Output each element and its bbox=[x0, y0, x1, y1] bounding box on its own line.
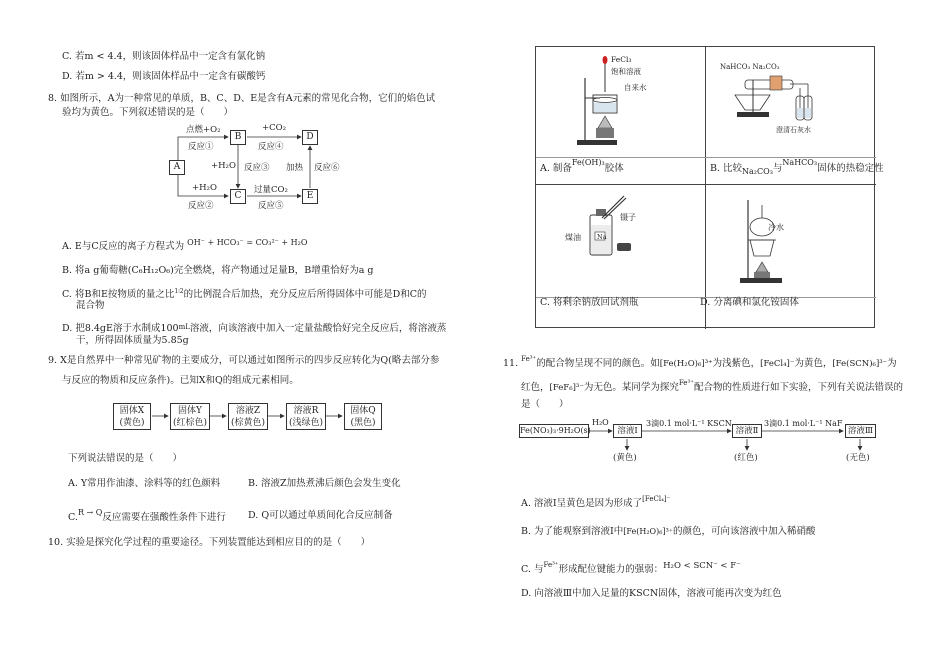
q11-fef6: [FeF₆]³⁻ bbox=[549, 383, 584, 393]
label-r5: 反应⑤ bbox=[258, 201, 284, 211]
q9-option-a: A. Y常用作油漆、涂料等的红色颜料 bbox=[68, 478, 221, 489]
q11-sol2-box: 溶液Ⅱ bbox=[732, 424, 762, 438]
q11-line3: 是（ ） bbox=[521, 399, 569, 410]
q11-option-a: A. 溶液Ⅰ呈黄色是因为形成了$^{[FeCl_4]^-}$ bbox=[521, 495, 671, 509]
d-caption: D. 分离碘和氯化铵固体 bbox=[700, 297, 799, 308]
q11-opt-b-formula: [Fe(H₂O)₆]³⁺ bbox=[623, 527, 673, 536]
node-d: D bbox=[302, 130, 318, 145]
flow-box-y: 固体Y (红棕色) bbox=[170, 403, 210, 430]
q11-step2: 3滴0.1 mol·L⁻¹ KSCN bbox=[646, 419, 732, 428]
label-r4-reagent: +CO₂ bbox=[262, 123, 287, 133]
b-label-reagents: NaHCO₃ Na₂CO₃ bbox=[720, 63, 780, 71]
label-r2-reagent: +H₂O bbox=[192, 183, 217, 193]
c-label-na: Na bbox=[597, 233, 607, 241]
node-b: B bbox=[230, 130, 246, 145]
q11-hexaaqua: [Fe(H₂O)₆]³⁺ bbox=[659, 359, 713, 369]
c-caption: C. 将剩余钠放回试剂瓶 bbox=[540, 297, 639, 308]
q8-option-d-line2: 干，所得固体质量为5.85g bbox=[76, 335, 189, 346]
node-a: A bbox=[169, 160, 185, 175]
label-r4: 反应④ bbox=[258, 142, 284, 152]
q11-option-c: C. 与$^{Fe^{3+}}$形成配位键能力的强弱：H₂O < SCN⁻ < F⁻ bbox=[521, 561, 741, 575]
node-e: E bbox=[302, 189, 318, 204]
label-r5-reagent: 过量CO₂ bbox=[254, 185, 288, 195]
q11-step3: 3滴0.1 mol·L⁻¹ NaF bbox=[764, 419, 843, 428]
q9-option-b: B. 溶液Z加热煮沸后颜色会发生变化 bbox=[248, 478, 401, 489]
q11-fescn6: [Fe(SCN)₆]³⁻ bbox=[832, 359, 888, 369]
q8-stem-line1: 8. 如图所示，A为一种常见的单质，B、C、D、E是含有A元素的常见化合物，它们的焰色试 bbox=[48, 93, 436, 104]
q11-opt-a-formula: [FeCl₄]⁻ bbox=[642, 495, 671, 503]
q8-ratio: 1∶2 bbox=[174, 288, 184, 295]
q9-stem-line2: 与反应的物质和反应条件)。已知X和Q的组成元素相同。 bbox=[62, 375, 299, 386]
q8-option-d-line1: D. 把8.4gE溶于水制成$100^{mL}$溶液，向该溶液中加入一定量盐酸恰好完全反应后，将溶液蒸 bbox=[62, 323, 447, 334]
a-label-fecl3: FeCl₃ bbox=[611, 55, 632, 64]
q11-option-b: B. 为了能观察到溶液Ⅰ中[Fe(H₂O)₆]³⁺的颜色，可向该溶液中加入稀硝酸 bbox=[521, 526, 816, 537]
flow-box-x: 固体X (黄色) bbox=[113, 403, 151, 430]
c-label-tweezers: 镊子 bbox=[620, 213, 636, 222]
b-caption: B. 比较$_{Na_2CO_3}$与$^{NaHCO_3}$固体的热稳定性 bbox=[710, 158, 884, 176]
q11-fe3-ion: Fe³⁺ bbox=[521, 355, 537, 363]
label-r6: 反应⑥ bbox=[314, 163, 340, 173]
q10-stem: 10. 实验是探究化学过程的重要途径。下列装置能达到相应目的的是（ ） bbox=[48, 537, 371, 548]
q8-option-c-line2: 混合物 bbox=[76, 300, 105, 311]
q11-line1: 11. $^{Fe^{3+}}$的配合物呈现不同的颜色。如[Fe(H₂O)₆]³⁺为浅紫色，[FeCl₄]⁻为黄色，[Fe(SCN)₆]³⁻为 bbox=[503, 355, 897, 369]
d-label-coldwater: 冷水 bbox=[768, 223, 784, 232]
label-r2: 反应② bbox=[188, 201, 214, 211]
q8-option-b: B. 将a g葡萄糖(C₆H₁₂O₆)完全燃烧，将产物通过足量B，B增重恰好为a g bbox=[62, 265, 374, 276]
label-r1: 反应① bbox=[188, 142, 214, 152]
c-label-kerosene: 煤油 bbox=[565, 233, 581, 242]
q9-r-to-q: R → Q bbox=[77, 508, 103, 517]
q9-ask: 下列说法错误的是（ ） bbox=[68, 453, 183, 464]
q11-opt-c-order: H₂O < SCN⁻ < F⁻ bbox=[663, 561, 741, 571]
q11-color2: (红色) bbox=[734, 453, 758, 463]
q11-step1: H₂O bbox=[592, 418, 609, 427]
q9-option-c: C.$^{R \to Q}$反应需要在强酸性条件下进行 bbox=[68, 508, 226, 523]
q8-option-a: A. E与C反应的离子方程式为 $^{OH^- + HCO_3^- = CO_3^{2-} + H_2O}$ bbox=[62, 238, 308, 252]
q9-option-d: D. Q可以通过单质间化合反应制备 bbox=[248, 510, 393, 521]
a-label-saturated: 饱和溶液 bbox=[611, 67, 641, 76]
label-r3: 反应③ bbox=[244, 163, 270, 173]
q11-option-d: D. 向溶液Ⅲ中加入足量的KSCN固体，溶液可能再次变为红色 bbox=[521, 588, 782, 599]
q11-fe3-ion-2: Fe³⁺ bbox=[678, 379, 694, 387]
q8-stem-line2: 验均为黄色。下列叙述错误的是（ ） bbox=[62, 107, 234, 118]
q11-sol3-box: 溶液Ⅲ bbox=[845, 424, 876, 438]
q11-opt-c-ion: Fe³⁺ bbox=[543, 561, 559, 569]
flow-box-z: 溶液Z (棕黄色) bbox=[228, 403, 268, 430]
label-r6-reagent: 加热 bbox=[286, 163, 304, 173]
q11-sol1-box: 溶液Ⅰ bbox=[613, 424, 642, 438]
a-caption: A. 制备$^{Fe(OH)_3}$胶体 bbox=[540, 158, 624, 174]
q11-fecl4: [FeCl₄]⁻ bbox=[760, 359, 795, 369]
label-r1-reagent: 点燃+O₂ bbox=[186, 125, 221, 135]
q11-color1: (黄色) bbox=[613, 453, 637, 463]
a-formula: Fe(OH)₃ bbox=[571, 158, 605, 167]
b-label-limewater: 澄清石灰水 bbox=[776, 126, 811, 134]
a-label-tapwater: 自来水 bbox=[624, 83, 647, 92]
b-formula-1: Na₂CO₃ bbox=[742, 167, 773, 176]
b-formula-2: NaHCO₃ bbox=[782, 158, 818, 167]
q7-option-d: D. 若m > 4.4，则该固体样品中一定含有碳酸钙 bbox=[62, 71, 266, 82]
flow-box-r: 溶液R (浅绿色) bbox=[286, 403, 326, 430]
q11-line2: 红色，[FeF₆]³⁻为无色。某同学为探究$^{Fe^{3+}}$配合物的性质进行如下实验，下列有关说法错误的 bbox=[521, 379, 903, 393]
q11-color3: (无色) bbox=[846, 453, 870, 463]
q8-unit-ml: mL bbox=[178, 323, 190, 331]
q9-stem-line1: 9. X是自然界中一种常见矿物的主要成分，可以通过如图所示的四步反应转化为Q(略去部分参 bbox=[48, 355, 440, 366]
node-c: C bbox=[230, 189, 246, 204]
label-r3-reagent: +H₂O bbox=[211, 161, 236, 171]
q8-option-a-equation: OH⁻ + HCO₃⁻ = CO₃²⁻ + H₂O bbox=[187, 238, 308, 247]
q7-option-c: C. 若m < 4.4，则该固体样品中一定含有氯化钠 bbox=[62, 51, 266, 62]
q11-start-box: Fe(NO₃)₃·9H₂O(s) bbox=[519, 424, 589, 438]
q8-option-c-line1: C. 将B和E按物质的量之比$^{1∶2}$的比例混合后加热，充分反应后所得固体中可能是D和C的 bbox=[62, 288, 427, 300]
flow-box-q: 固体Q (黑色) bbox=[344, 403, 382, 430]
